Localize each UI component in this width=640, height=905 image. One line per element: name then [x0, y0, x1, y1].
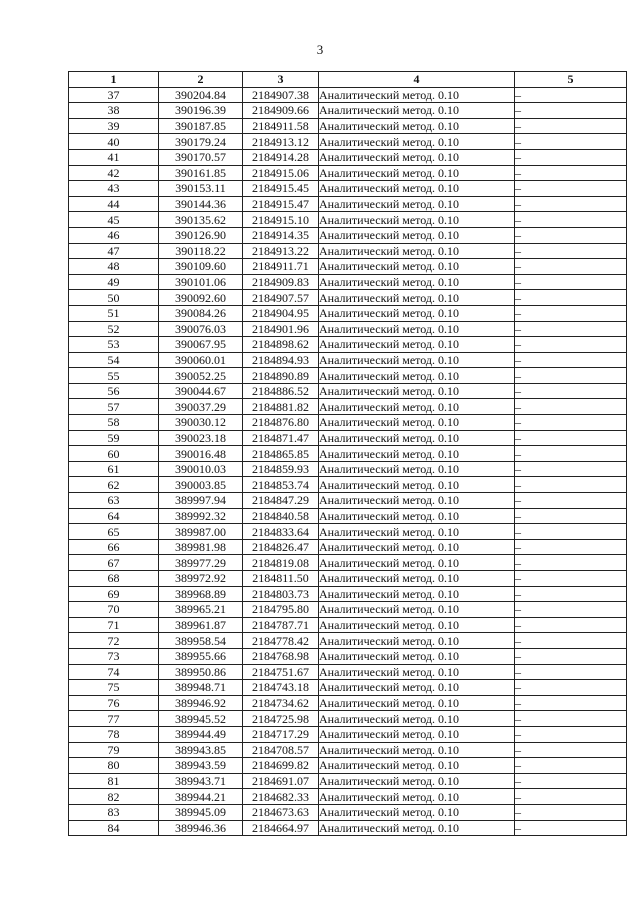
y-coordinate-cell: 2184915.06 [243, 165, 319, 181]
point-number-cell: 59 [69, 430, 159, 446]
y-coordinate-cell: 2184881.82 [243, 399, 319, 415]
y-coordinate-cell: 2184734.62 [243, 695, 319, 711]
table-row [69, 212, 627, 228]
y-coordinate-cell: 2184909.66 [243, 103, 319, 119]
y-coordinate-cell: 2184913.22 [243, 243, 319, 259]
description-cell: – [515, 352, 627, 368]
y-coordinate-cell: 2184743.18 [243, 680, 319, 696]
point-number-cell: 39 [69, 118, 159, 134]
method-accuracy-cell: Аналитический метод. 0.10 [319, 368, 515, 384]
y-coordinate-cell: 2184865.85 [243, 446, 319, 462]
table-row [69, 508, 627, 524]
method-accuracy-cell: Аналитический метод. 0.10 [319, 87, 515, 103]
description-cell: – [515, 695, 627, 711]
table-row [69, 118, 627, 134]
y-coordinate-cell: 2184725.98 [243, 711, 319, 727]
table-row [69, 352, 627, 368]
table-row [69, 742, 627, 758]
description-cell: – [515, 368, 627, 384]
table-row [69, 461, 627, 477]
point-number-cell: 49 [69, 274, 159, 290]
table-row [69, 196, 627, 212]
y-coordinate-cell: 2184787.71 [243, 617, 319, 633]
method-accuracy-cell: Аналитический метод. 0.10 [319, 633, 515, 649]
y-coordinate-cell: 2184907.38 [243, 87, 319, 103]
x-coordinate-cell: 390101.06 [159, 274, 243, 290]
description-cell: – [515, 493, 627, 509]
table-row [69, 524, 627, 540]
point-number-cell: 38 [69, 103, 159, 119]
table-row [69, 134, 627, 150]
point-number-cell: 83 [69, 804, 159, 820]
description-cell: – [515, 430, 627, 446]
y-coordinate-cell: 2184914.28 [243, 149, 319, 165]
method-accuracy-cell: Аналитический метод. 0.10 [319, 789, 515, 805]
method-accuracy-cell: Аналитический метод. 0.10 [319, 149, 515, 165]
table-row [69, 602, 627, 618]
table-row [69, 477, 627, 493]
method-accuracy-cell: Аналитический метод. 0.10 [319, 555, 515, 571]
y-coordinate-cell: 2184859.93 [243, 461, 319, 477]
description-cell: – [515, 118, 627, 134]
point-number-cell: 46 [69, 227, 159, 243]
x-coordinate-cell: 390153.11 [159, 181, 243, 197]
table-row [69, 290, 627, 306]
table-row [69, 415, 627, 431]
point-number-cell: 81 [69, 773, 159, 789]
description-cell: – [515, 680, 627, 696]
x-coordinate-cell: 389948.71 [159, 680, 243, 696]
x-coordinate-cell: 389945.52 [159, 711, 243, 727]
table-row [69, 181, 627, 197]
description-cell: – [515, 477, 627, 493]
x-coordinate-cell: 389968.89 [159, 586, 243, 602]
x-coordinate-cell: 390196.39 [159, 103, 243, 119]
y-coordinate-cell: 2184682.33 [243, 789, 319, 805]
description-cell: – [515, 742, 627, 758]
x-coordinate-cell: 389943.59 [159, 758, 243, 774]
point-number-cell: 80 [69, 758, 159, 774]
method-accuracy-cell: Аналитический метод. 0.10 [319, 181, 515, 197]
description-cell: – [515, 446, 627, 462]
y-coordinate-cell: 2184911.71 [243, 259, 319, 275]
table-row [69, 789, 627, 805]
y-coordinate-cell: 2184691.07 [243, 773, 319, 789]
x-coordinate-cell: 390204.84 [159, 87, 243, 103]
table-row [69, 711, 627, 727]
description-cell: – [515, 321, 627, 337]
point-number-cell: 84 [69, 820, 159, 836]
table-row [69, 165, 627, 181]
method-accuracy-cell: Аналитический метод. 0.10 [319, 321, 515, 337]
method-accuracy-cell: Аналитический метод. 0.10 [319, 508, 515, 524]
table-row [69, 539, 627, 555]
x-coordinate-cell: 390067.95 [159, 337, 243, 353]
table-row [69, 337, 627, 353]
point-number-cell: 76 [69, 695, 159, 711]
description-cell: – [515, 555, 627, 571]
description-cell: – [515, 87, 627, 103]
description-cell: – [515, 274, 627, 290]
point-number-cell: 57 [69, 399, 159, 415]
description-cell: – [515, 633, 627, 649]
method-accuracy-cell: Аналитический метод. 0.10 [319, 742, 515, 758]
x-coordinate-cell: 389972.92 [159, 571, 243, 587]
y-coordinate-cell: 2184913.12 [243, 134, 319, 150]
method-accuracy-cell: Аналитический метод. 0.10 [319, 804, 515, 820]
x-coordinate-cell: 390052.25 [159, 368, 243, 384]
point-number-cell: 52 [69, 321, 159, 337]
y-coordinate-cell: 2184811.50 [243, 571, 319, 587]
x-coordinate-cell: 389977.29 [159, 555, 243, 571]
description-cell: – [515, 539, 627, 555]
point-number-cell: 78 [69, 726, 159, 742]
point-number-cell: 63 [69, 493, 159, 509]
method-accuracy-cell: Аналитический метод. 0.10 [319, 586, 515, 602]
point-number-cell: 61 [69, 461, 159, 477]
table-row [69, 664, 627, 680]
table-row [69, 804, 627, 820]
table-row [69, 430, 627, 446]
point-number-cell: 60 [69, 446, 159, 462]
method-accuracy-cell: Аналитический метод. 0.10 [319, 383, 515, 399]
method-accuracy-cell: Аналитический метод. 0.10 [319, 259, 515, 275]
y-coordinate-cell: 2184819.08 [243, 555, 319, 571]
point-number-cell: 41 [69, 149, 159, 165]
table-row [69, 758, 627, 774]
table-row [69, 446, 627, 462]
x-coordinate-cell: 390037.29 [159, 399, 243, 415]
method-accuracy-cell: Аналитический метод. 0.10 [319, 243, 515, 259]
point-number-cell: 68 [69, 571, 159, 587]
point-number-cell: 74 [69, 664, 159, 680]
x-coordinate-cell: 389946.36 [159, 820, 243, 836]
table-row [69, 103, 627, 119]
table-row [69, 571, 627, 587]
point-number-cell: 50 [69, 290, 159, 306]
y-coordinate-cell: 2184909.83 [243, 274, 319, 290]
x-coordinate-cell: 389955.66 [159, 648, 243, 664]
x-coordinate-cell: 390170.57 [159, 149, 243, 165]
point-number-cell: 66 [69, 539, 159, 555]
description-cell: – [515, 804, 627, 820]
table-row [69, 305, 627, 321]
method-accuracy-cell: Аналитический метод. 0.10 [319, 820, 515, 836]
x-coordinate-cell: 389945.09 [159, 804, 243, 820]
method-accuracy-cell: Аналитический метод. 0.10 [319, 352, 515, 368]
x-coordinate-cell: 390016.48 [159, 446, 243, 462]
description-cell: – [515, 415, 627, 431]
x-coordinate-cell: 389943.71 [159, 773, 243, 789]
x-coordinate-cell: 390109.60 [159, 259, 243, 275]
point-number-cell: 43 [69, 181, 159, 197]
point-number-cell: 69 [69, 586, 159, 602]
table-row [69, 820, 627, 836]
x-coordinate-cell: 389987.00 [159, 524, 243, 540]
y-coordinate-cell: 2184826.47 [243, 539, 319, 555]
point-number-cell: 42 [69, 165, 159, 181]
table-header-row [69, 72, 627, 88]
description-cell: – [515, 290, 627, 306]
y-coordinate-cell: 2184673.63 [243, 804, 319, 820]
description-cell: – [515, 103, 627, 119]
point-number-cell: 65 [69, 524, 159, 540]
method-accuracy-cell: Аналитический метод. 0.10 [319, 477, 515, 493]
method-accuracy-cell: Аналитический метод. 0.10 [319, 664, 515, 680]
x-coordinate-cell: 390092.60 [159, 290, 243, 306]
y-coordinate-cell: 2184904.95 [243, 305, 319, 321]
y-coordinate-cell: 2184894.93 [243, 352, 319, 368]
method-accuracy-cell: Аналитический метод. 0.10 [319, 461, 515, 477]
method-accuracy-cell: Аналитический метод. 0.10 [319, 212, 515, 228]
y-coordinate-cell: 2184876.80 [243, 415, 319, 431]
method-accuracy-cell: Аналитический метод. 0.10 [319, 711, 515, 727]
description-cell: – [515, 399, 627, 415]
method-accuracy-cell: Аналитический метод. 0.10 [319, 571, 515, 587]
method-accuracy-cell: Аналитический метод. 0.10 [319, 430, 515, 446]
x-coordinate-cell: 390044.67 [159, 383, 243, 399]
method-accuracy-cell: Аналитический метод. 0.10 [319, 337, 515, 353]
y-coordinate-cell: 2184664.97 [243, 820, 319, 836]
y-coordinate-cell: 2184853.74 [243, 477, 319, 493]
description-cell: – [515, 383, 627, 399]
table-row [69, 648, 627, 664]
column-header-3: 3 [243, 72, 319, 88]
x-coordinate-cell: 390118.22 [159, 243, 243, 259]
method-accuracy-cell: Аналитический метод. 0.10 [319, 680, 515, 696]
point-number-cell: 70 [69, 602, 159, 618]
point-number-cell: 40 [69, 134, 159, 150]
page-number: 3 [316, 42, 324, 57]
y-coordinate-cell: 2184699.82 [243, 758, 319, 774]
point-number-cell: 55 [69, 368, 159, 384]
method-accuracy-cell: Аналитический метод. 0.10 [319, 134, 515, 150]
y-coordinate-cell: 2184898.62 [243, 337, 319, 353]
table-row [69, 586, 627, 602]
description-cell: – [515, 726, 627, 742]
point-number-cell: 44 [69, 196, 159, 212]
x-coordinate-cell: 390023.18 [159, 430, 243, 446]
description-cell: – [515, 571, 627, 587]
point-number-cell: 58 [69, 415, 159, 431]
table-row [69, 243, 627, 259]
table-row [69, 227, 627, 243]
y-coordinate-cell: 2184768.98 [243, 648, 319, 664]
description-cell: – [515, 259, 627, 275]
method-accuracy-cell: Аналитический метод. 0.10 [319, 290, 515, 306]
description-cell: – [515, 758, 627, 774]
x-coordinate-cell: 389944.21 [159, 789, 243, 805]
table-row [69, 274, 627, 290]
method-accuracy-cell: Аналитический метод. 0.10 [319, 165, 515, 181]
description-cell: – [515, 586, 627, 602]
description-cell: – [515, 461, 627, 477]
x-coordinate-cell: 389997.94 [159, 493, 243, 509]
method-accuracy-cell: Аналитический метод. 0.10 [319, 726, 515, 742]
point-number-cell: 72 [69, 633, 159, 649]
table-row [69, 555, 627, 571]
method-accuracy-cell: Аналитический метод. 0.10 [319, 103, 515, 119]
point-number-cell: 47 [69, 243, 159, 259]
method-accuracy-cell: Аналитический метод. 0.10 [319, 758, 515, 774]
y-coordinate-cell: 2184914.35 [243, 227, 319, 243]
x-coordinate-cell: 389961.87 [159, 617, 243, 633]
method-accuracy-cell: Аналитический метод. 0.10 [319, 118, 515, 134]
method-accuracy-cell: Аналитический метод. 0.10 [319, 493, 515, 509]
point-number-cell: 67 [69, 555, 159, 571]
description-cell: – [515, 149, 627, 165]
table-row [69, 680, 627, 696]
x-coordinate-cell: 389981.98 [159, 539, 243, 555]
method-accuracy-cell: Аналитический метод. 0.10 [319, 773, 515, 789]
y-coordinate-cell: 2184751.67 [243, 664, 319, 680]
x-coordinate-cell: 390135.62 [159, 212, 243, 228]
y-coordinate-cell: 2184840.58 [243, 508, 319, 524]
point-number-cell: 73 [69, 648, 159, 664]
x-coordinate-cell: 390084.26 [159, 305, 243, 321]
point-number-cell: 45 [69, 212, 159, 228]
point-number-cell: 77 [69, 711, 159, 727]
coordinates-table [68, 71, 627, 836]
point-number-cell: 64 [69, 508, 159, 524]
y-coordinate-cell: 2184915.10 [243, 212, 319, 228]
column-header-2: 2 [159, 72, 243, 88]
method-accuracy-cell: Аналитический метод. 0.10 [319, 539, 515, 555]
y-coordinate-cell: 2184911.58 [243, 118, 319, 134]
y-coordinate-cell: 2184717.29 [243, 726, 319, 742]
table-row [69, 726, 627, 742]
description-cell: – [515, 664, 627, 680]
point-number-cell: 53 [69, 337, 159, 353]
y-coordinate-cell: 2184833.64 [243, 524, 319, 540]
description-cell: – [515, 789, 627, 805]
description-cell: – [515, 711, 627, 727]
method-accuracy-cell: Аналитический метод. 0.10 [319, 617, 515, 633]
description-cell: – [515, 820, 627, 836]
x-coordinate-cell: 390144.36 [159, 196, 243, 212]
description-cell: – [515, 212, 627, 228]
table-row [69, 399, 627, 415]
x-coordinate-cell: 389950.86 [159, 664, 243, 680]
description-cell: – [515, 617, 627, 633]
point-number-cell: 37 [69, 87, 159, 103]
description-cell: – [515, 524, 627, 540]
method-accuracy-cell: Аналитический метод. 0.10 [319, 524, 515, 540]
table-row [69, 633, 627, 649]
description-cell: – [515, 196, 627, 212]
y-coordinate-cell: 2184907.57 [243, 290, 319, 306]
table-row [69, 368, 627, 384]
y-coordinate-cell: 2184890.89 [243, 368, 319, 384]
method-accuracy-cell: Аналитический метод. 0.10 [319, 695, 515, 711]
y-coordinate-cell: 2184901.96 [243, 321, 319, 337]
x-coordinate-cell: 389965.21 [159, 602, 243, 618]
column-header-4: 4 [319, 72, 515, 88]
point-number-cell: 82 [69, 789, 159, 805]
method-accuracy-cell: Аналитический метод. 0.10 [319, 227, 515, 243]
table-body [69, 87, 627, 836]
x-coordinate-cell: 390076.03 [159, 321, 243, 337]
description-cell: – [515, 305, 627, 321]
description-cell: – [515, 181, 627, 197]
column-header-1: 1 [69, 72, 159, 88]
table-row [69, 259, 627, 275]
y-coordinate-cell: 2184803.73 [243, 586, 319, 602]
column-header-5: 5 [515, 72, 627, 88]
table-row [69, 493, 627, 509]
x-coordinate-cell: 390126.90 [159, 227, 243, 243]
method-accuracy-cell: Аналитический метод. 0.10 [319, 446, 515, 462]
description-cell: – [515, 134, 627, 150]
point-number-cell: 79 [69, 742, 159, 758]
x-coordinate-cell: 390187.85 [159, 118, 243, 134]
description-cell: – [515, 243, 627, 259]
point-number-cell: 62 [69, 477, 159, 493]
point-number-cell: 48 [69, 259, 159, 275]
y-coordinate-cell: 2184871.47 [243, 430, 319, 446]
method-accuracy-cell: Аналитический метод. 0.10 [319, 305, 515, 321]
y-coordinate-cell: 2184708.57 [243, 742, 319, 758]
y-coordinate-cell: 2184915.45 [243, 181, 319, 197]
description-cell: – [515, 165, 627, 181]
x-coordinate-cell: 390010.03 [159, 461, 243, 477]
x-coordinate-cell: 389958.54 [159, 633, 243, 649]
description-cell: – [515, 227, 627, 243]
table-row [69, 87, 627, 103]
point-number-cell: 71 [69, 617, 159, 633]
y-coordinate-cell: 2184795.80 [243, 602, 319, 618]
table-row [69, 321, 627, 337]
table-row [69, 695, 627, 711]
description-cell: – [515, 508, 627, 524]
point-number-cell: 75 [69, 680, 159, 696]
y-coordinate-cell: 2184915.47 [243, 196, 319, 212]
x-coordinate-cell: 389944.49 [159, 726, 243, 742]
point-number-cell: 56 [69, 383, 159, 399]
method-accuracy-cell: Аналитический метод. 0.10 [319, 196, 515, 212]
y-coordinate-cell: 2184886.52 [243, 383, 319, 399]
x-coordinate-cell: 390179.24 [159, 134, 243, 150]
x-coordinate-cell: 390030.12 [159, 415, 243, 431]
description-cell: – [515, 773, 627, 789]
description-cell: – [515, 648, 627, 664]
table-row [69, 617, 627, 633]
x-coordinate-cell: 390003.85 [159, 477, 243, 493]
method-accuracy-cell: Аналитический метод. 0.10 [319, 415, 515, 431]
table-row [69, 149, 627, 165]
table-row [69, 773, 627, 789]
method-accuracy-cell: Аналитический метод. 0.10 [319, 602, 515, 618]
x-coordinate-cell: 390060.01 [159, 352, 243, 368]
x-coordinate-cell: 389946.92 [159, 695, 243, 711]
point-number-cell: 51 [69, 305, 159, 321]
x-coordinate-cell: 389943.85 [159, 742, 243, 758]
description-cell: – [515, 337, 627, 353]
x-coordinate-cell: 390161.85 [159, 165, 243, 181]
method-accuracy-cell: Аналитический метод. 0.10 [319, 648, 515, 664]
method-accuracy-cell: Аналитический метод. 0.10 [319, 274, 515, 290]
y-coordinate-cell: 2184778.42 [243, 633, 319, 649]
table-row [69, 383, 627, 399]
y-coordinate-cell: 2184847.29 [243, 493, 319, 509]
x-coordinate-cell: 389992.32 [159, 508, 243, 524]
point-number-cell: 54 [69, 352, 159, 368]
description-cell: – [515, 602, 627, 618]
method-accuracy-cell: Аналитический метод. 0.10 [319, 399, 515, 415]
